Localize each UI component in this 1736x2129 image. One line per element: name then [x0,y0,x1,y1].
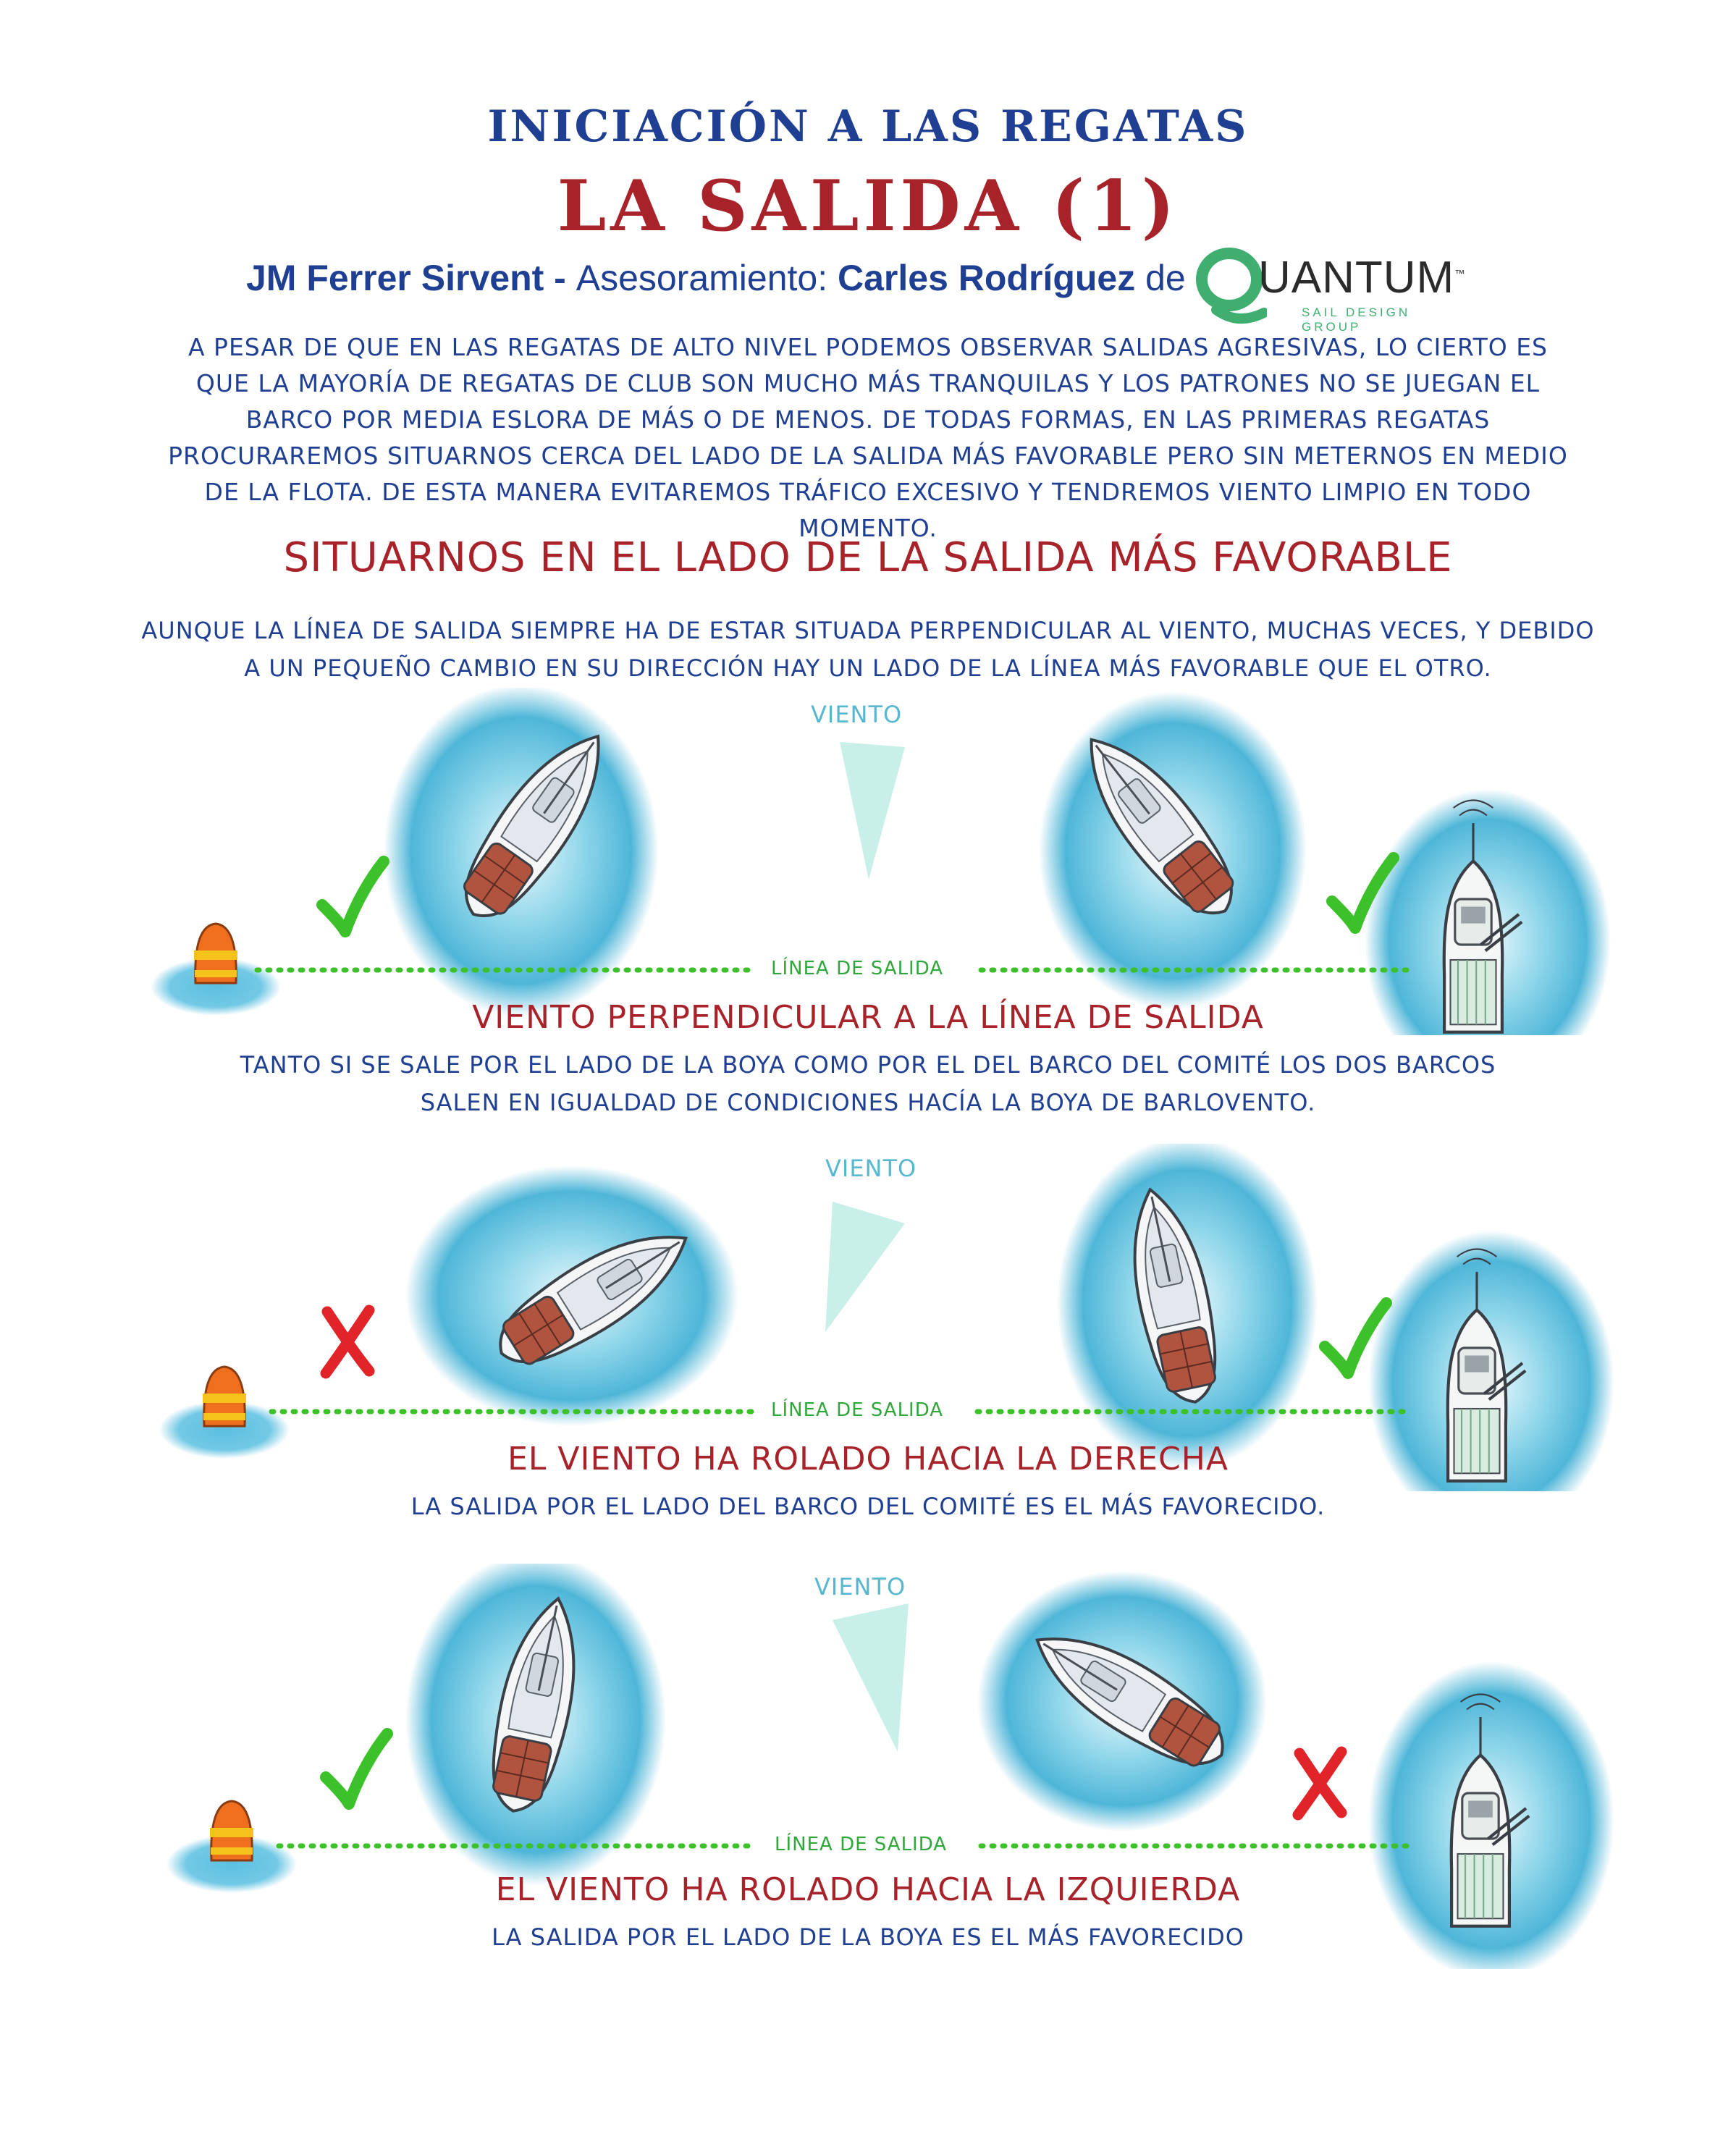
series-title: INICIACIÓN A LAS REGATAS [487,101,1249,152]
wind-arrow-icon [825,1202,905,1332]
cross-icon [1298,1752,1341,1815]
intro-paragraph: A PESAR DE QUE EN LAS REGATAS DE ALTO NIVEL PODEMOS OBSERVAR SALIDAS AGRESIVAS, LO CIERTO ES QUE LA MAYORÍA DE REGATAS DE CLUB SON MUCHO MÁS TRANQUILAS Y LOS PATRONES NO SE JUEGAN EL BARCO POR MEDIA ESLORA DE MÁS O DE MENOS. DE TODAS FORMAS, EN LAS PRIMERAS REGATAS PROCURAREMOS SITUARNOS CERCA DEL LADO DE LA SALIDA MÁS FAVORABLE PERO SIN METERNOS EN MEDIO DE LA FLOTA. DE ESTA MANERA EVITAREMOS TRÁFICO EXCESIVO Y TENDREMOS VIENTO LIMPIO EN TODO MOMENTO. [168,333,1568,542]
scenario-description: TANTO SI SE SALE POR EL LADO DE LA BOYA COMO POR EL DEL BARCO DEL COMITÉ LOS DOS BARCOS SALEN EN IGUALDAD DE CONDICIONES HACÍA LA BOYA DE BARLOVENTO. [240,1051,1496,1116]
scenario-caption: EL VIENTO HA ROLADO HACIA LA DERECHA [507,1441,1229,1477]
credits-separator: - [544,258,576,298]
logo-q-icon [1194,246,1267,326]
scenario-caption: VIENTO PERPENDICULAR A LA LÍNEA DE SALIDA [472,999,1264,1036]
start-line-label: LÍNEA DE SALIDA [771,958,944,979]
scenario-caption: EL VIENTO HA ROLADO HACIA LA IZQUIERDA [495,1871,1241,1908]
wind-label: VIENTO [811,701,903,728]
logo-word: UANTUM™ [1258,253,1466,303]
author-name: JM Ferrer Sirvent [246,258,544,298]
scenario-1-illustration [0,688,1736,1035]
cross-icon [326,1310,369,1373]
wind-label: VIENTO [814,1573,906,1601]
advisor-name: Carles Rodríguez [838,258,1136,298]
wind-arrow-icon [833,1603,909,1752]
scenario-2-illustration [0,1144,1736,1491]
wind-label: VIENTO [825,1155,917,1182]
check-icon [322,861,384,932]
start-line-label: LÍNEA DE SALIDA [775,1834,948,1855]
start-line-label: LÍNEA DE SALIDA [771,1399,944,1421]
credits-preposition: de [1135,258,1186,298]
scenario-3-illustration [0,1564,1736,1969]
check-icon [326,1734,387,1804]
section-heading: SITUARNOS EN EL LADO DE LA SALIDA MÁS FAVORABLE [283,534,1453,581]
credits-line [246,257,1186,299]
advice-label: Asesoramiento: [576,258,838,298]
scenario-description: LA SALIDA POR EL LADO DEL BARCO DEL COMITÉ ES EL MÁS FAVORECIDO. [410,1493,1326,1520]
logo-tagline: SAIL DESIGN GROUP [1302,305,1411,334]
wind-arrow-icon [840,742,905,880]
page-title: LA SALIDA (1) [557,165,1179,247]
scenario-description: LA SALIDA POR EL LADO DE LA BOYA ES EL MÁS FAVORECIDO [492,1923,1244,1951]
quantum-logo [1194,246,1470,334]
section-paragraph: AUNQUE LA LÍNEA DE SALIDA SIEMPRE HA DE ESTAR SITUADA PERPENDICULAR AL VIENTO, MUCHAS VECES, Y DEBIDO A UN PEQUEÑO CAMBIO EN SU DIRECCIÓN HAY UN LADO DE LA LÍNEA MÁS FAVORABLE QUE EL OTRO. [141,617,1595,682]
